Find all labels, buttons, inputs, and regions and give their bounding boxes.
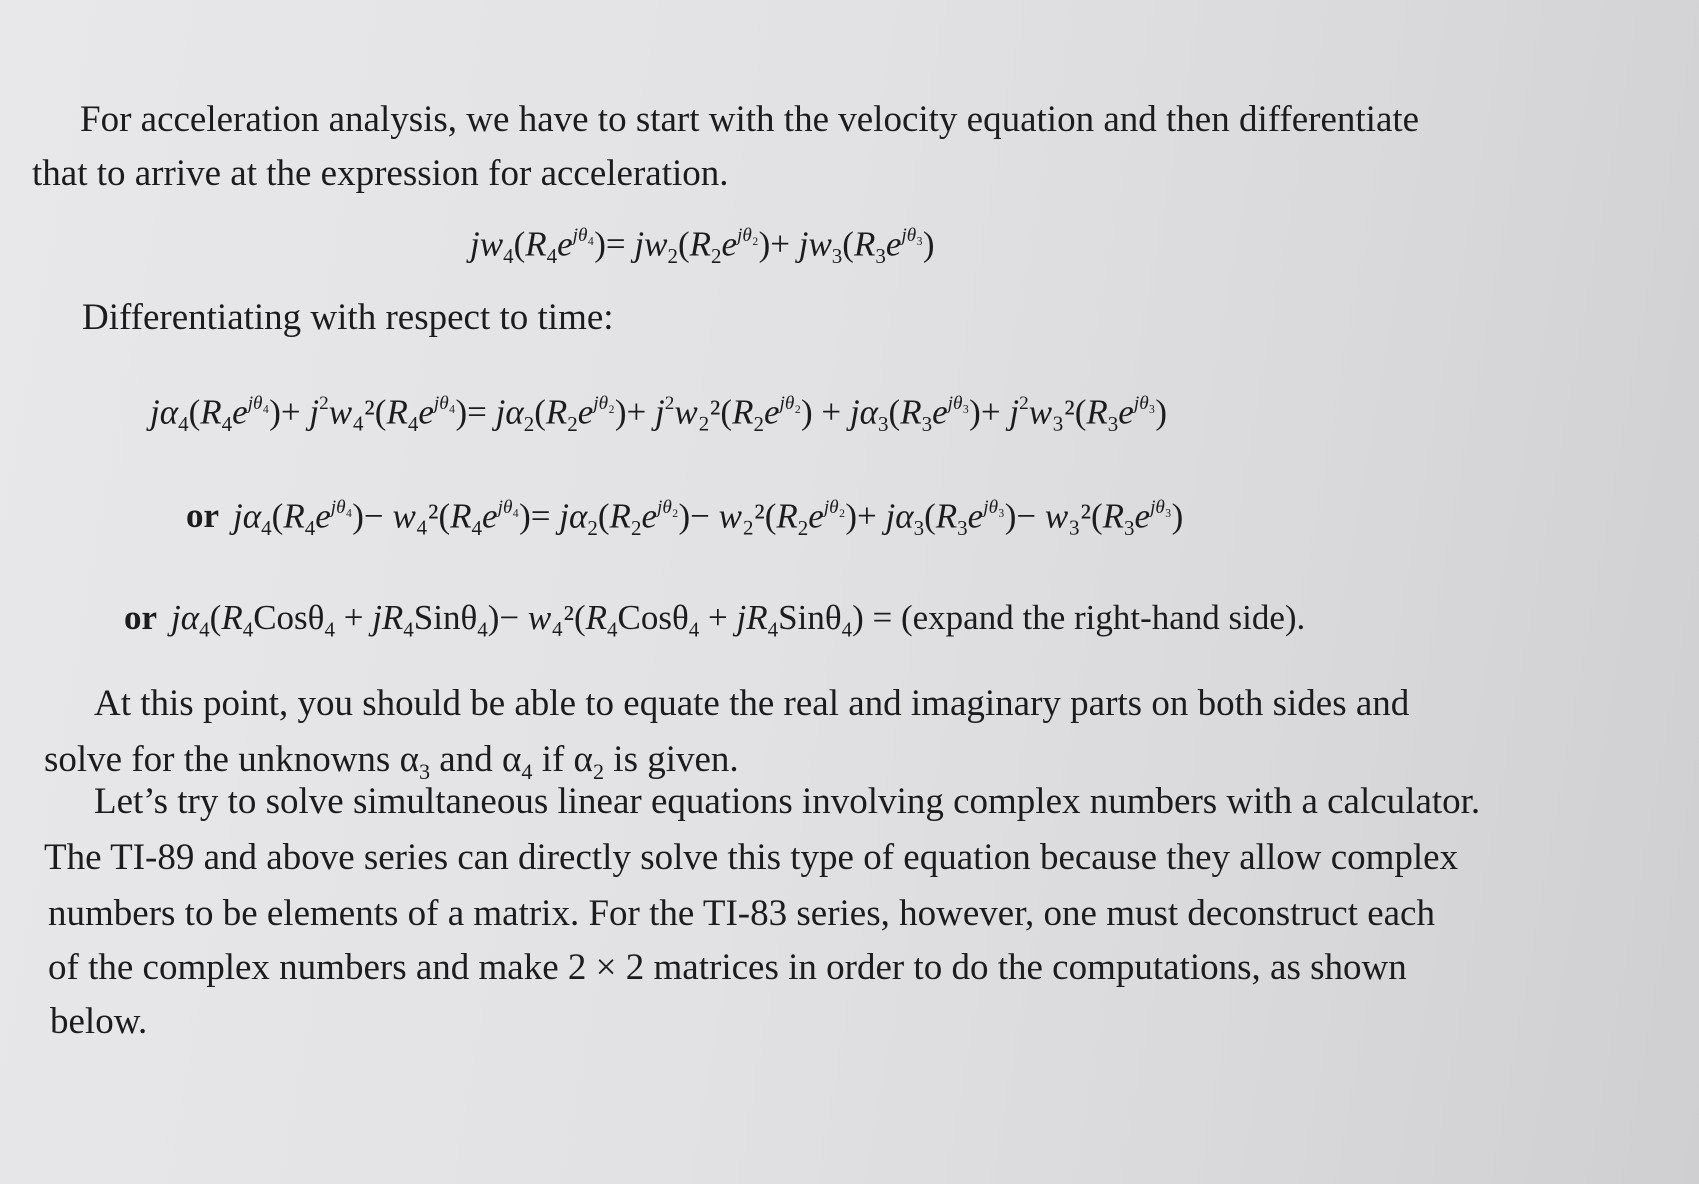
intro-line-1: For acceleration analysis, we have to start with the velocity equation and then differentiate <box>80 99 1420 140</box>
intro-line-2: that to arrive at the expression for acceleration. <box>32 153 729 194</box>
acceleration-equation-2: or $j\alpha_4(R_4e^{j\theta_4})- w_4^2(R_4e^{j\theta_4})= j\alpha_2(R_2e^{j\theta_2})- w_2^2(R_2e^{j\theta_2})+ j\alpha_3(R_3e^{j\theta_3})- w_3^2(R_3e^{j\theta_3})$ <box>186 496 1184 540</box>
acceleration-equation-1: $j\alpha_4(R_4e^{j\theta_4})+ j^2w_4^2(R_4e^{j\theta_4})= j\alpha_2(R_2e^{j\theta_2})+ j^2w_2^2(R_2e^{j\theta_2}) + j\alpha_3(R_3e^{j\theta_3})+ j^2w_3^2(R_3e^{j\theta_3})$ <box>150 392 1168 436</box>
point-line-2: solve for the unknowns $\alpha_3$ and $\alpha_4$ if $\alpha_2$ is given. <box>44 739 739 784</box>
point-line-1: At this point, you should be able to equate the real and imaginary parts on both sides and <box>94 683 1410 724</box>
or-label-1: or <box>186 496 220 536</box>
try-line-2: The TI-89 and above series can directly solve this type of equation because they allow complex <box>44 837 1459 878</box>
try-line-3: numbers to be elements of a matrix. For the TI-83 series, however, one must deconstruct each <box>48 893 1435 934</box>
differentiating-heading: Differentiating with respect to time: <box>82 297 614 338</box>
try-line-1: Let’s try to solve simultaneous linear equations involving complex numbers with a calculator. <box>94 781 1481 822</box>
or-label-2: or <box>124 598 158 637</box>
try-line-5: below. <box>50 1001 148 1042</box>
try-line-4: of the complex numbers and make 2 × 2 matrices in order to do the computations, as shown <box>48 947 1407 988</box>
expand-text: = (expand the right-hand side). <box>872 598 1306 637</box>
velocity-equation: $jw_4(R_4e^{j\theta_4})= jw_2(R_2e^{j\theta_2})+ jw_3(R_3e^{j\theta_3})$ <box>470 224 935 268</box>
acceleration-equation-3: or $j\alpha_4(R_4Cos\theta_4 + jR_4Sin\theta_4)- w_4^2(R_4Cos\theta_4 + jR_4Sin\theta_4)$ = (expand the right-hand side). <box>124 598 1306 642</box>
